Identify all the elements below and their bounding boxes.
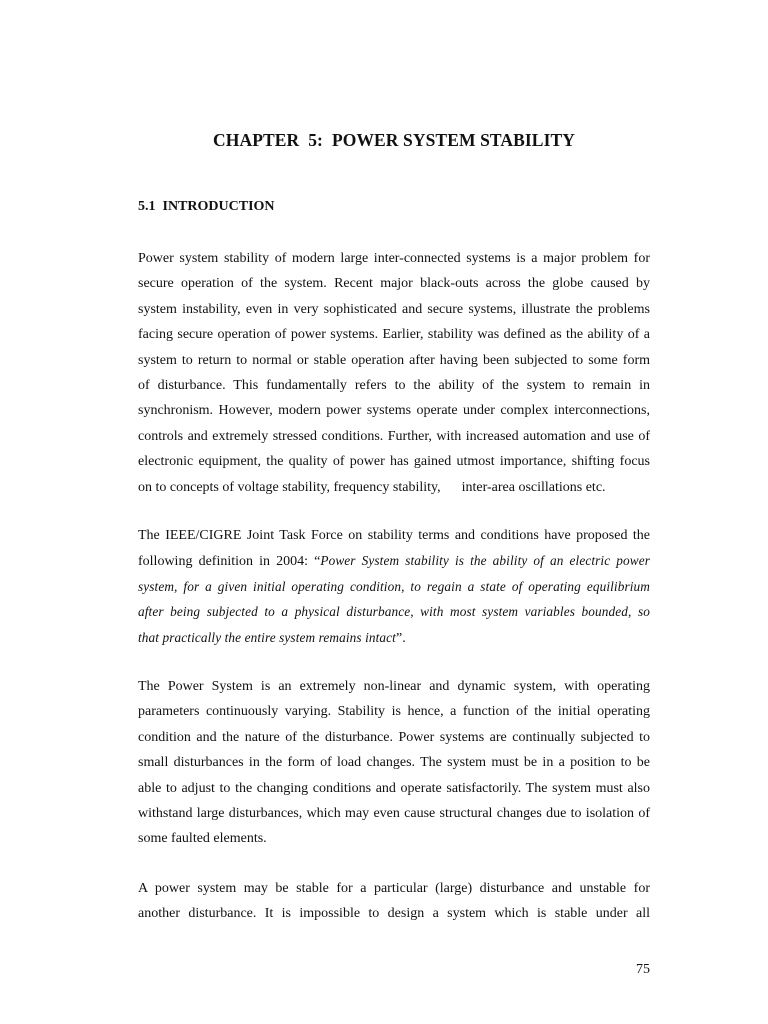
definition-quote-line: after being subjected to a physical disturbance, with most system variables bounded, so <box>138 604 650 620</box>
paragraph-line <box>138 625 650 650</box>
paragraph-line: of disturbance. This fundamentally refers to the ability of the system to remain in <box>138 377 650 393</box>
paragraph-nonlinear <box>138 674 650 852</box>
paragraph-line <box>138 548 650 573</box>
definition-quote-text: Power System stability is the ability of an electric power <box>320 553 650 569</box>
chapter-title: CHAPTER 5: POWER SYSTEM STABILITY <box>213 130 575 150</box>
paragraph-line: some faulted elements. <box>138 831 267 847</box>
paragraph-line: synchronism. However, modern power systems operate under complex interconnections, <box>138 403 650 419</box>
paragraph-line: secure operation of the system. Recent major black-outs across the globe caused by <box>138 276 650 292</box>
paragraph-line: withstand large disturbances, which may even cause structural changes due to isolation of <box>138 805 650 821</box>
paragraph-line: The Power System is an extremely non-linear and dynamic system, with operating <box>138 679 650 694</box>
paragraph-intro <box>138 246 650 500</box>
paragraph-line: able to adjust to the changing conditions and operate satisfactorily. The system must also <box>138 780 650 796</box>
definition-intro-text: following definition in 2004: “ <box>138 554 321 570</box>
paragraph-line: controls and extremely stressed conditions. Further, with increased automation and use of <box>138 428 650 444</box>
paragraph-line: A power system may be stable for a particular (large) disturbance and unstable for <box>138 881 650 896</box>
paragraph-line: system instability, even in very sophisticated and secure systems, illustrate the problems <box>138 301 650 317</box>
paragraph-stability-cases <box>138 876 650 927</box>
paragraph-line: electronic equipment, the quality of power has gained utmost importance, shifting focus <box>138 454 650 470</box>
paragraph-line: The IEEE/CIGRE Joint Task Force on stability terms and conditions have proposed the <box>138 528 650 543</box>
page-number: 75 <box>636 962 650 977</box>
paragraph-line: on to concepts of voltage stability, frequency stability, inter-area oscillations etc. <box>138 479 606 495</box>
paragraph-line: another disturbance. It is impossible to design a system which is stable under all <box>138 906 650 922</box>
paragraph-line: facing secure operation of power systems. Earlier, stability was defined as the ability of a <box>138 327 650 343</box>
paragraph-definition <box>138 523 650 650</box>
section-heading: 5.1 INTRODUCTION <box>138 199 275 214</box>
definition-quote-text: that practically the entire system remains intact <box>138 629 396 645</box>
definition-close-text: ”. <box>395 630 406 646</box>
paragraph-line: system to return to normal or stable operation after having been subjected to some form <box>138 352 650 368</box>
paragraph-line: small disturbances in the form of load changes. The system must be in a position to be <box>138 755 650 771</box>
paragraph-line: Power system stability of modern large inter-connected systems is a major problem for <box>138 251 650 266</box>
paragraph-line: parameters continuously varying. Stability is hence, a function of the initial operating <box>138 704 650 720</box>
paragraph-line: condition and the nature of the disturbance. Power systems are continually subjected to <box>138 729 650 745</box>
definition-quote-line: system, for a given initial operating condition, to regain a state of operating equilibrium <box>138 578 650 594</box>
